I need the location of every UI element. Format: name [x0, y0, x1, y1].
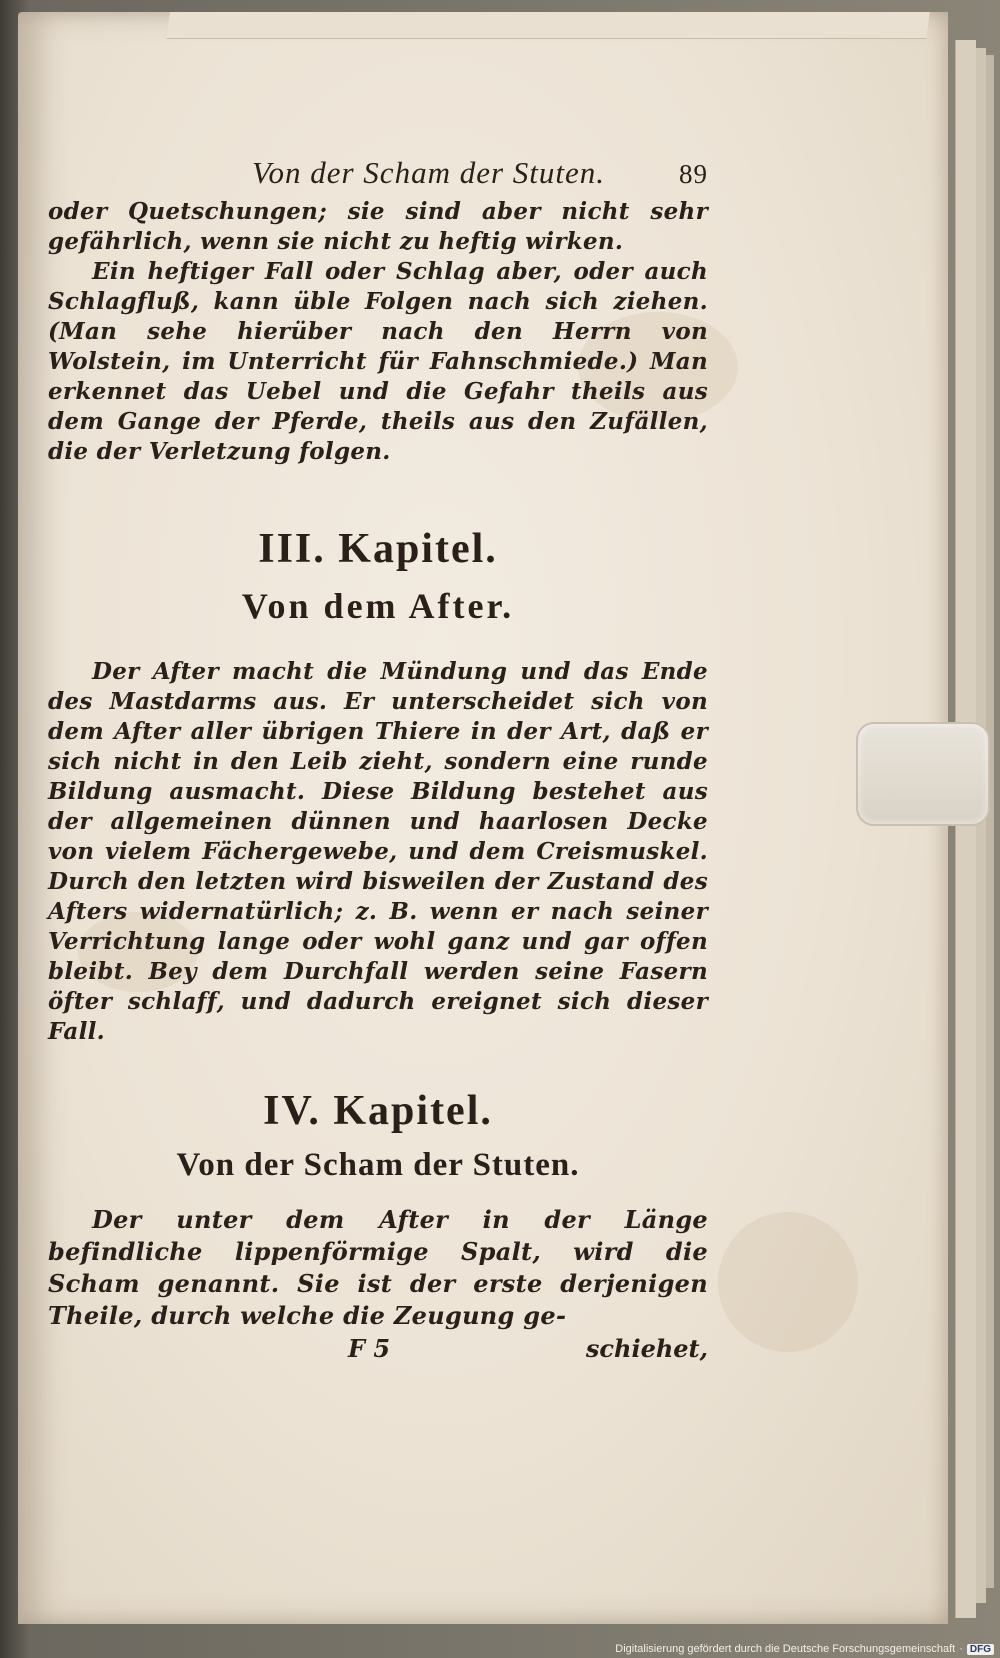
bookmark-tab	[856, 722, 990, 826]
page-number: 89	[679, 159, 708, 189]
page-edge	[955, 40, 976, 1618]
chapter-number: III. Kapitel.	[258, 526, 498, 572]
running-head	[48, 155, 708, 191]
paper-stain	[718, 1212, 858, 1352]
chapter-heading: Von dem After.	[241, 586, 515, 626]
paragraph: oder Quetschungen; sie sind aber nicht sehr gefährlich, wenn sie nicht zu heftig wirken.	[48, 198, 708, 255]
dfg-logo-icon: DFG	[967, 1644, 994, 1655]
chapter-4	[48, 1087, 708, 1332]
credit-text: Digitalisierung gefördert durch die Deutsche Forschungsgemeinschaft	[615, 1643, 956, 1655]
signature-mark: F 5	[348, 1334, 391, 1363]
running-head-title: Von der Scham der Stuten.	[251, 155, 606, 190]
paragraph: Der unter dem After in der Länge befindliche lippenförmige Spalt, wird die Scham genannt. Sie ist der erste derjenigen Theile, durch welche die Zeugung ge-	[48, 1205, 708, 1330]
paragraph: Der After macht die Mündung und das Ende des Mastdarms aus. Er unterscheidet sich von dem After aller übrigen Thiere in der Art, daß er sich nicht in den Leib zieht, sondern eine runde Bildung ausmacht. Diese Bildung bestehet aus der allgemeinen dünnen und haarlosen Decke von vielem Fächergewebe, und dem Creismuskel. Durch den letzten wird bisweilen der Zustand des Afters widernatürlich; z. B. wenn er nach seiner Verrichtung lange oder wohl ganz und gar offen bleibt. Bey dem Durchfall werden seine Fasern öfter schlaff, und dadurch ereignet sich dieser Fall.	[48, 658, 708, 1045]
chapter-3	[48, 525, 708, 1047]
page-flap	[166, 12, 930, 39]
page-text	[48, 155, 708, 1363]
digitization-credit: Digitalisierung gefördert durch die Deutsche Forschungsgemeinschaft · DFG	[615, 1643, 994, 1655]
page-footer	[48, 1334, 708, 1363]
chapter-heading: Von der Scham der Stuten.	[176, 1147, 580, 1183]
chapter-number: IV. Kapitel.	[263, 1088, 493, 1134]
paragraph: Ein heftiger Fall oder Schlag aber, oder auch Schlagfluß, kann üble Folgen nach sich ziehen. (Man sehe hierüber nach den Herrn von Wolstein, im Unterricht für Fahnschmiede.) Man erkennet das Uebel und die Gefahr theils aus dem Gange der Pferde, theils aus den Zufällen, die der Verletzung folgen.	[48, 258, 708, 465]
catchword: schiehet,	[585, 1334, 708, 1363]
